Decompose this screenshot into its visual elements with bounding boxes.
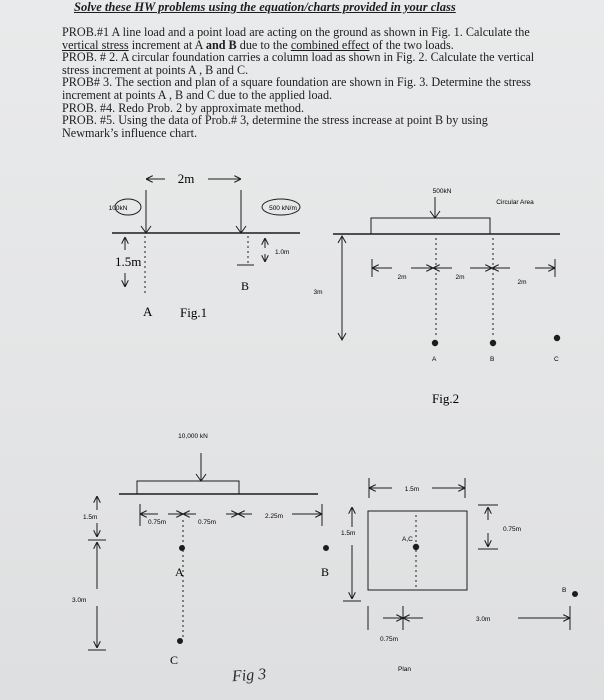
fig2-dim3-label: 2m bbox=[517, 279, 527, 286]
plan-square bbox=[368, 511, 467, 590]
problem-2: PROB. # 2. A circular foundation carries a column load as shown in Fig. 2. Calculate the vertical stress increment at points A , B and C. bbox=[62, 50, 535, 77]
fig3-point-b-label: B bbox=[321, 565, 330, 579]
fig1-point-b-label: B bbox=[241, 279, 250, 293]
fig1-caption: Fig.1 bbox=[180, 305, 208, 320]
fig3-point-c-label: C bbox=[170, 653, 179, 667]
fig3-total-depth-label: 3.0m bbox=[72, 597, 87, 604]
fig3-w2-label: 0.75m bbox=[198, 519, 217, 526]
plan-depth-label: 1.5m bbox=[341, 530, 356, 537]
fig3-footing bbox=[137, 481, 239, 494]
fig2-dim1-label: 2m bbox=[397, 274, 407, 281]
fig3-w3-label: 2.25m bbox=[265, 513, 284, 520]
plan-caption: Plan bbox=[398, 666, 412, 673]
fig2-caption: Fig.2 bbox=[432, 391, 460, 406]
fig2-dim2-label: 2m bbox=[455, 274, 465, 281]
fig3-point-a bbox=[180, 546, 185, 551]
fig2-area-label: Circular Area bbox=[496, 199, 534, 206]
problem-3: PROB# 3. The section and plan of a square foundation are shown in Fig. 3. Determine the stress increment at points A , B and C due to the applied load. bbox=[62, 75, 531, 102]
fig3-w1-label: 0.75m bbox=[148, 519, 167, 526]
problem-5: PROB. #5. Using the data of Prob.# 3, determine the stress increase at point B by using Newmark’s influence chart. bbox=[62, 113, 488, 140]
fig1-depth-a-label: 1.5m bbox=[115, 254, 142, 269]
fig2-point-a-label: A bbox=[432, 356, 437, 363]
plan-top-label: 1.5m bbox=[404, 486, 420, 493]
plan-bottom-left-label: 0.75m bbox=[380, 636, 399, 643]
plan-ac-label: A,C bbox=[402, 536, 413, 543]
fig2-point-b-label: B bbox=[490, 356, 495, 363]
problem-1: PROB.#1 A line load and a point load are acting on the ground as shown in Fig. 1. Calculate the vertical stress increment at A and B due to the combined effect of the two loads. bbox=[62, 25, 530, 52]
fig3-d1-label: 1.5m bbox=[83, 514, 98, 521]
plan-b-label: B bbox=[562, 587, 567, 594]
fig2-diagram bbox=[333, 197, 560, 340]
fig3-load-label: 10,000 kN bbox=[178, 433, 208, 440]
fig2-point-c bbox=[554, 335, 559, 340]
fig1-point-a-label: A bbox=[143, 304, 153, 319]
plan-point-b bbox=[573, 592, 578, 597]
fig2-point-b bbox=[490, 340, 495, 345]
fig2-point-c-label: C bbox=[554, 356, 559, 363]
plan-bottom-right-label: 3.0m bbox=[476, 616, 491, 623]
fig3-point-c bbox=[178, 639, 183, 644]
fig1-line-load-label: 500 kN/m bbox=[269, 205, 297, 212]
fig1-diagram bbox=[112, 179, 300, 295]
plan-right-label: 0.75m bbox=[503, 526, 522, 533]
fig2-point-a bbox=[432, 340, 437, 345]
plan-point-ac bbox=[413, 544, 418, 549]
fig3-plan bbox=[343, 478, 570, 630]
fig2-depth-label: 3m bbox=[313, 289, 323, 296]
fig3-section bbox=[88, 453, 322, 650]
fig2-load-label: 500kN bbox=[432, 188, 452, 195]
page-title: Solve these HW problems using the equation/charts provided in your class bbox=[74, 0, 456, 14]
fig3-point-a-label: A bbox=[175, 565, 184, 579]
fig1-point-load-label: 100kN bbox=[108, 205, 128, 212]
fig3-handwritten-caption: Fig 3 bbox=[231, 665, 267, 686]
fig3-point-b bbox=[324, 546, 329, 551]
fig2-footing bbox=[371, 218, 490, 234]
problem-4: PROB. #4. Redo Prob. 2 by approximate method. bbox=[62, 100, 305, 115]
fig1-spacing-label: 2m bbox=[177, 171, 195, 186]
fig1-depth-b-label: 1.0m bbox=[275, 249, 290, 256]
